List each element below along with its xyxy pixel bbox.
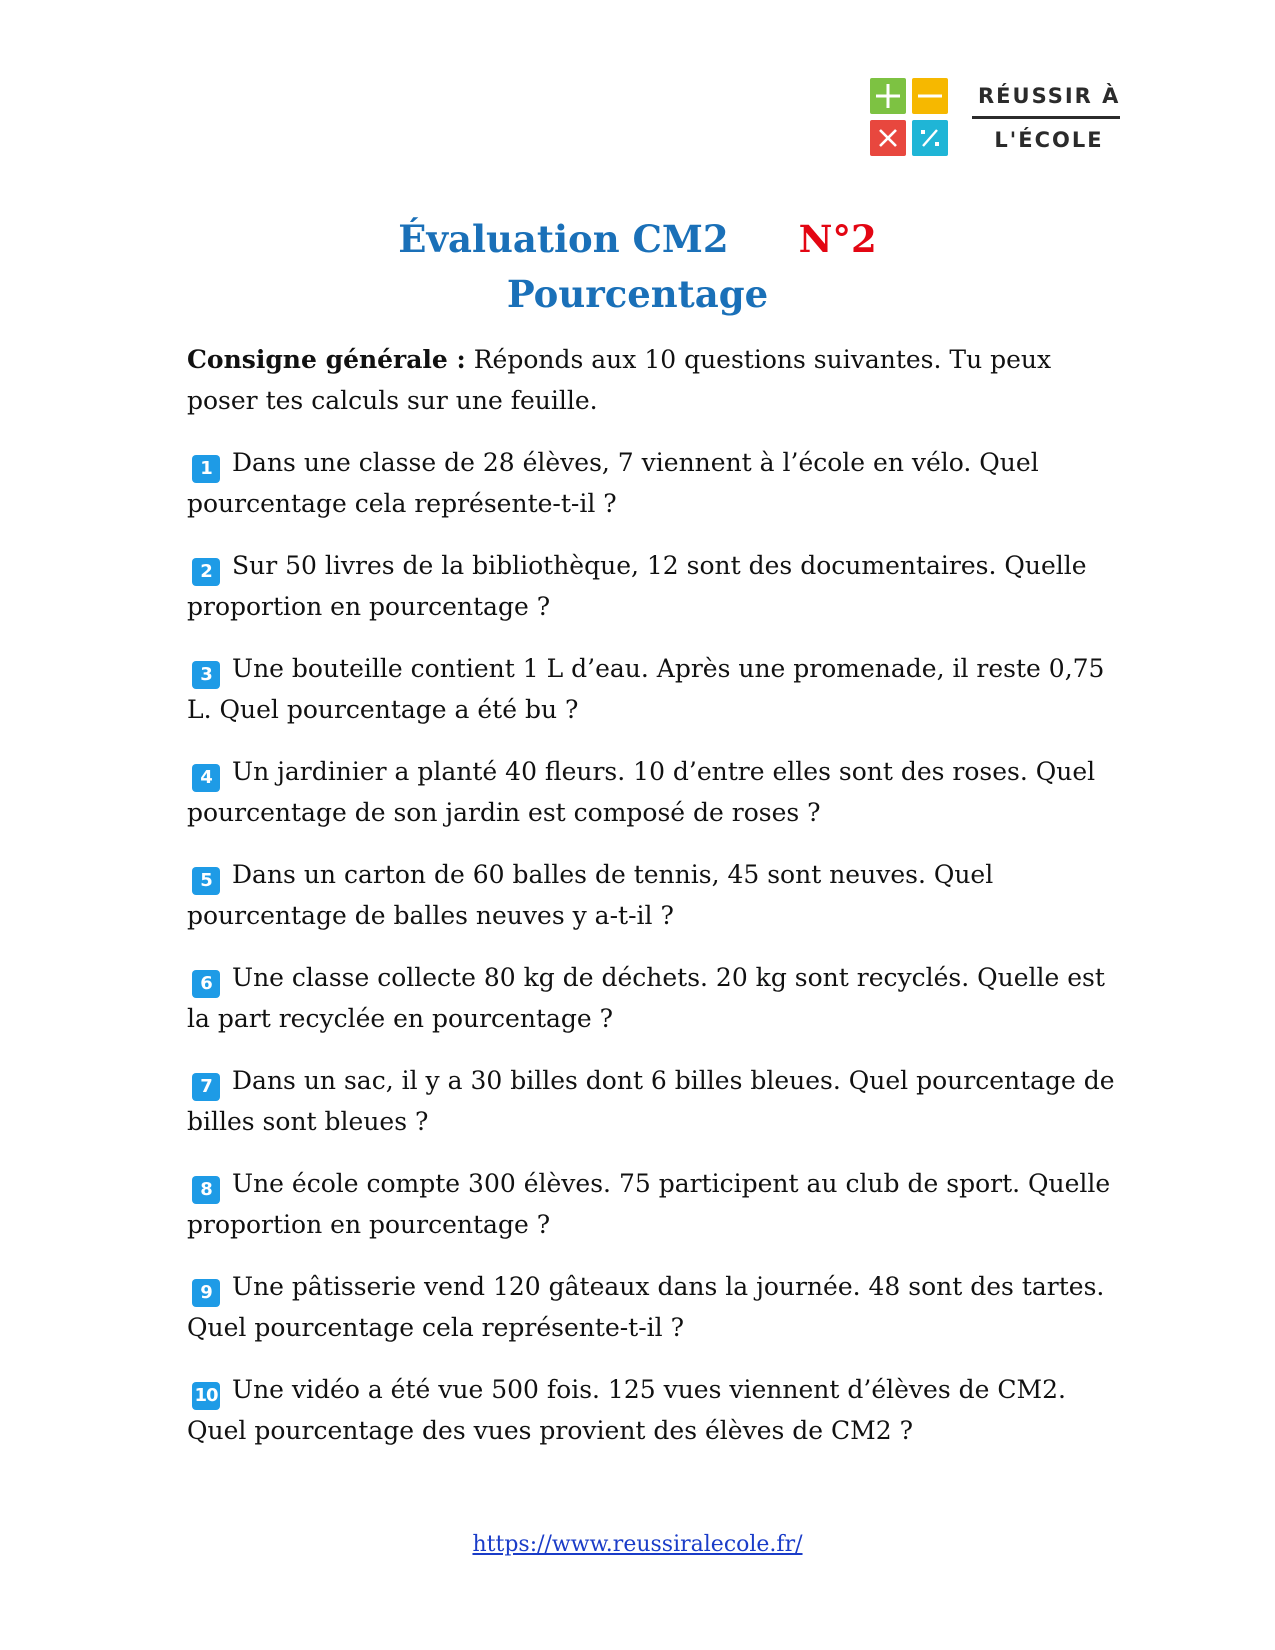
question-2: [187, 546, 1122, 627]
question-1: [187, 443, 1122, 524]
logo-text-line2: L'ÉCOLE: [994, 128, 1104, 152]
question-text: Une vidéo a été vue 500 fois. 125 vues viennent d’élèves de CM2. Quel pourcentage des vues provient des élèves de CM2 ?: [187, 1375, 1066, 1445]
question-text: Une bouteille contient 1 L d’eau. Après une promenade, il reste 0,75 L. Quel pourcentage a été bu ?: [187, 654, 1105, 724]
question-text: Une école compte 300 élèves. 75 participent au club de sport. Quelle proportion en pourcentage ?: [187, 1169, 1111, 1239]
logo-text-line1: RÉUSSIR À: [978, 84, 1121, 108]
logo: [870, 78, 1120, 160]
plus-icon: [870, 78, 906, 114]
number-badge-icon: 8: [192, 1176, 220, 1204]
question-6: [187, 958, 1122, 1039]
percent-icon: [912, 120, 948, 156]
number-badge-icon: 5: [192, 867, 220, 895]
title-main: Évaluation CM2: [398, 217, 729, 261]
question-10: [187, 1370, 1122, 1451]
logo-divider: [972, 116, 1120, 119]
question-5: [187, 855, 1122, 936]
page-title: [0, 212, 1275, 322]
number-badge-icon: 10: [192, 1382, 220, 1410]
question-text: Dans un sac, il y a 30 billes dont 6 billes bleues. Quel pourcentage de billes sont bleues ?: [187, 1066, 1115, 1136]
question-9: [187, 1267, 1122, 1348]
consigne: [187, 340, 1122, 421]
page-subtitle: Pourcentage: [506, 272, 769, 316]
times-icon: [870, 120, 906, 156]
question-text: Une pâtisserie vend 120 gâteaux dans la journée. 48 sont des tartes. Quel pourcentage cela représente-t-il ?: [187, 1272, 1105, 1342]
number-badge-icon: 6: [192, 970, 220, 998]
consigne-label: Consigne générale :: [187, 345, 466, 374]
question-text: Sur 50 livres de la bibliothèque, 12 sont des documentaires. Quelle proportion en pourcentage ?: [187, 551, 1087, 621]
document-body: [187, 340, 1122, 1473]
question-text: Une classe collecte 80 kg de déchets. 20 kg sont recyclés. Quelle est la part recyclée en pourcentage ?: [187, 963, 1105, 1033]
footer: [0, 1532, 1275, 1557]
question-text: Dans un carton de 60 balles de tennis, 45 sont neuves. Quel pourcentage de balles neuves y a-t-il ?: [187, 860, 994, 930]
question-text: Dans une classe de 28 élèves, 7 viennent à l’école en vélo. Quel pourcentage cela représente-t-il ?: [187, 448, 1039, 518]
number-badge-icon: 2: [192, 558, 220, 586]
question-4: [187, 752, 1122, 833]
consigne-text: Réponds aux 10 questions suivantes. Tu peux poser tes calculs sur une feuille.: [187, 345, 1052, 415]
number-badge-icon: 4: [192, 764, 220, 792]
number-badge-icon: 9: [192, 1279, 220, 1307]
number-badge-icon: 1: [192, 455, 220, 483]
question-3: [187, 649, 1122, 730]
number-badge-icon: 3: [192, 661, 220, 689]
minus-icon: [912, 78, 948, 114]
number-badge-icon: 7: [192, 1073, 220, 1101]
question-8: [187, 1164, 1122, 1245]
question-7: [187, 1061, 1122, 1142]
website-link[interactable]: https://www.reussiralecole.fr/: [472, 1532, 803, 1557]
title-number: N°2: [798, 217, 877, 261]
question-text: Un jardinier a planté 40 fleurs. 10 d’entre elles sont des roses. Quel pourcentage de son jardin est composé de roses ?: [187, 757, 1096, 827]
